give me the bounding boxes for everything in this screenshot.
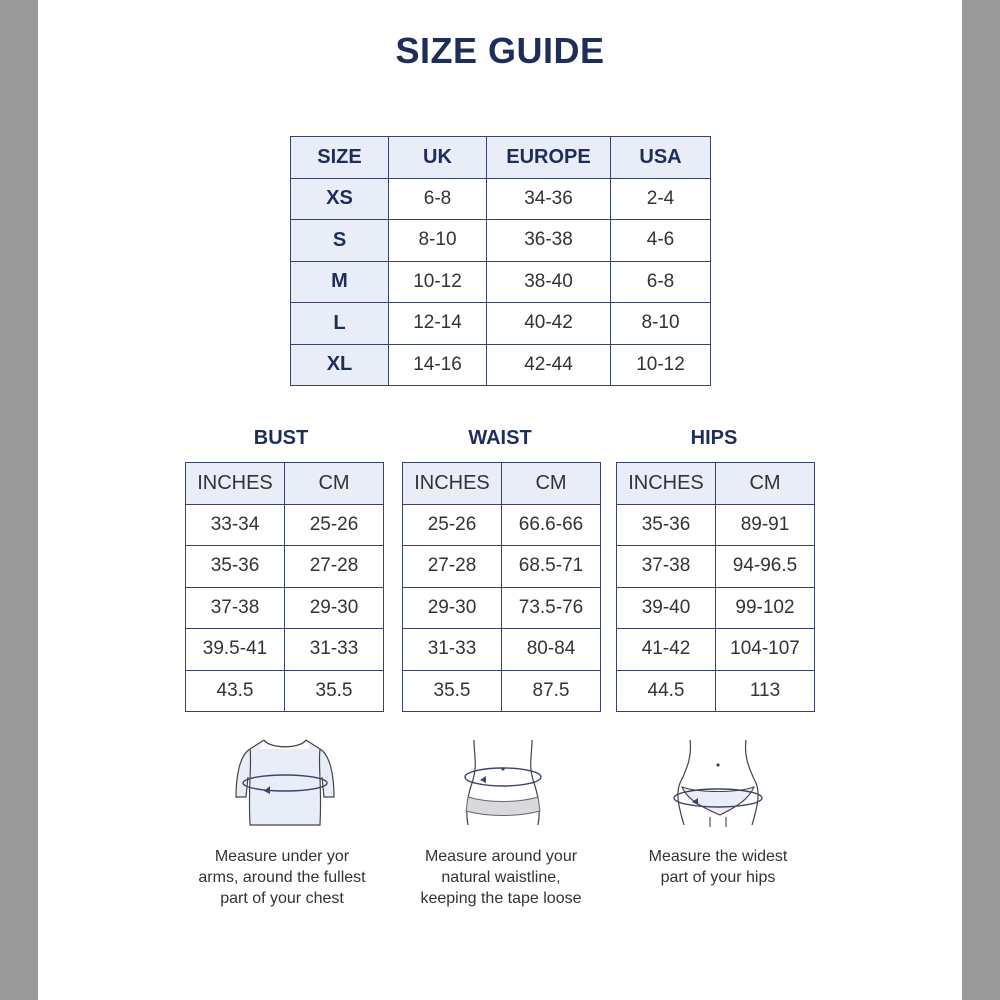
table-row (403, 504, 601, 546)
table-header-row (403, 463, 601, 505)
inches-value: 35.5 (403, 670, 502, 712)
cm-value: 27-28 (285, 546, 384, 588)
uk-size: 14-16 (389, 344, 487, 386)
size-label: XS (291, 178, 389, 220)
waist-table (402, 462, 601, 712)
waist-title: WAIST (468, 427, 532, 449)
waist-caption (381, 846, 621, 909)
cm-value: 89-91 (716, 504, 815, 546)
cm-value: 68.5-71 (502, 546, 601, 588)
uk-size: 12-14 (389, 303, 487, 345)
inches-value: 37-38 (186, 587, 285, 629)
inches-value: 41-42 (617, 629, 716, 671)
inches-value: 31-33 (403, 629, 502, 671)
header-inches: INCHES (403, 463, 502, 505)
table-row (186, 670, 384, 712)
bust-table (185, 462, 384, 712)
table-row (403, 546, 601, 588)
size-label: L (291, 303, 389, 345)
usa-size: 4-6 (611, 220, 711, 262)
table-header-row (617, 463, 815, 505)
caption-line: Measure around your (424, 848, 578, 865)
uk-size: 6-8 (389, 178, 487, 220)
size-label: S (291, 220, 389, 262)
header-cm: CM (716, 463, 815, 505)
table-header-row (186, 463, 384, 505)
table-row (617, 587, 815, 629)
table-row (186, 629, 384, 671)
inches-value: 43.5 (186, 670, 285, 712)
europe-size: 42-44 (487, 344, 611, 386)
inches-value: 44.5 (617, 670, 716, 712)
table-row (186, 546, 384, 588)
inches-value: 39.5-41 (186, 629, 285, 671)
cm-value: 73.5-76 (502, 587, 601, 629)
table-row (617, 670, 815, 712)
table-row (617, 546, 815, 588)
caption-line: part of your chest (220, 890, 344, 907)
header-europe: EUROPE (487, 137, 611, 179)
usa-size: 6-8 (611, 261, 711, 303)
caption-line: arms, around the fullest (198, 869, 366, 886)
cm-value: 99-102 (716, 587, 815, 629)
usa-size: 8-10 (611, 303, 711, 345)
caption-line: Measure under yor (214, 848, 350, 865)
caption-line: Measure the widest (648, 848, 788, 865)
usa-size: 2-4 (611, 178, 711, 220)
hips-title: HIPS (690, 427, 738, 449)
caption-line: keeping the tape loose (420, 890, 582, 907)
europe-size: 38-40 (487, 261, 611, 303)
inches-value: 29-30 (403, 587, 502, 629)
bust-measure-icon (230, 735, 340, 830)
table-row (291, 344, 711, 386)
header-cm: CM (502, 463, 601, 505)
inches-value: 39-40 (617, 587, 716, 629)
page-title: SIZE GUIDE (395, 30, 605, 71)
size-conversion-table (290, 136, 711, 386)
inches-value: 33-34 (186, 504, 285, 546)
hips-measure-icon (670, 735, 766, 830)
cm-value: 87.5 (502, 670, 601, 712)
header-size: SIZE (291, 137, 389, 179)
caption-line: part of your hips (660, 869, 776, 886)
table-row (186, 504, 384, 546)
cm-value: 31-33 (285, 629, 384, 671)
uk-size: 10-12 (389, 261, 487, 303)
size-label: XL (291, 344, 389, 386)
header-cm: CM (285, 463, 384, 505)
bust-title: BUST (253, 427, 309, 449)
hips-table (616, 462, 815, 712)
uk-size: 8-10 (389, 220, 487, 262)
inches-value: 37-38 (617, 546, 716, 588)
cm-value: 29-30 (285, 587, 384, 629)
header-usa: USA (611, 137, 711, 179)
hips-caption (598, 846, 838, 888)
caption-line: natural waistline, (441, 869, 561, 886)
cm-value: 113 (716, 670, 815, 712)
table-row (186, 587, 384, 629)
usa-size: 10-12 (611, 344, 711, 386)
header-inches: INCHES (617, 463, 716, 505)
waist-measure-icon (458, 735, 548, 830)
inches-value: 35-36 (617, 504, 716, 546)
table-row (403, 629, 601, 671)
table-row (291, 303, 711, 345)
cm-value: 94-96.5 (716, 546, 815, 588)
cm-value: 104-107 (716, 629, 815, 671)
table-row (291, 178, 711, 220)
cm-value: 66.6-66 (502, 504, 601, 546)
table-row (291, 220, 711, 262)
inches-value: 35-36 (186, 546, 285, 588)
size-guide-page (38, 0, 962, 1000)
europe-size: 34-36 (487, 178, 611, 220)
cm-value: 35.5 (285, 670, 384, 712)
table-row (403, 670, 601, 712)
bust-caption (162, 846, 402, 909)
table-header-row (291, 137, 711, 179)
header-inches: INCHES (186, 463, 285, 505)
header-uk: UK (389, 137, 487, 179)
inches-value: 27-28 (403, 546, 502, 588)
table-row (617, 504, 815, 546)
europe-size: 36-38 (487, 220, 611, 262)
size-label: M (291, 261, 389, 303)
inches-value: 25-26 (403, 504, 502, 546)
cm-value: 80-84 (502, 629, 601, 671)
cm-value: 25-26 (285, 504, 384, 546)
europe-size: 40-42 (487, 303, 611, 345)
table-row (617, 629, 815, 671)
table-row (403, 587, 601, 629)
table-row (291, 261, 711, 303)
